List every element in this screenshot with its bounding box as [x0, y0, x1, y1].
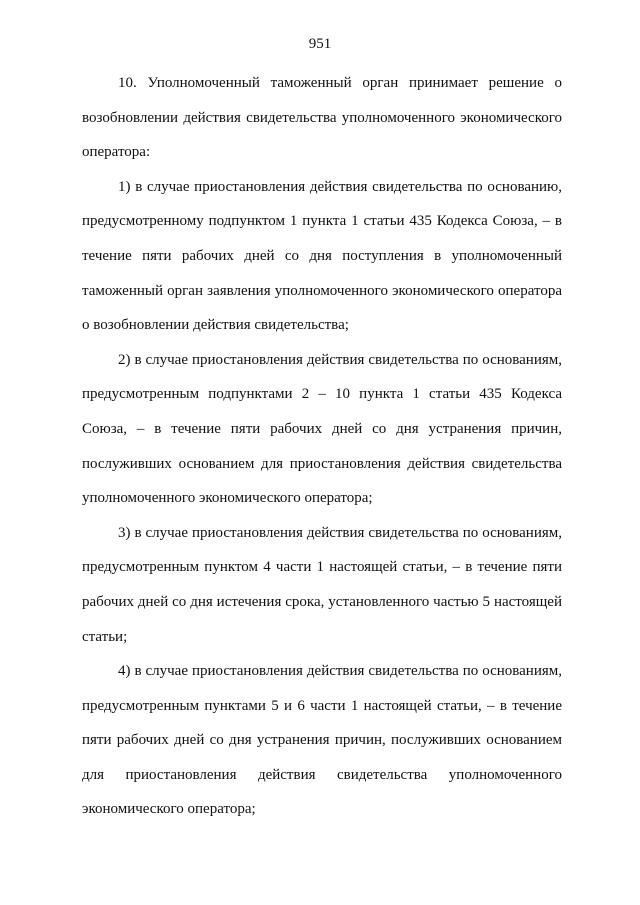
list-item-1: 1) в случае приостановления действия свидетельства по основанию, предусмотренному подпунктом 1 пункта 1 статьи 435 Кодекса Союза, – в течение пяти рабочих дней со дня поступления в уполномоченный таможенный орган заявления уполномоченного экономического оператора о возобновлении действия свидетельства; [82, 178, 562, 334]
list-item-2: 2) в случае приостановления действия свидетельства по основаниям, предусмотренным подпунктами 2 – 10 пункта 1 статьи 435 Кодекса Союза, – в течение пяти рабочих дней со дня устранения причин, послуживших основанием для приостановления действия свидетельства уполномоченного экономического оператора; [82, 351, 562, 507]
page-number: 951 [308, 36, 332, 52]
list-item-3: 3) в случае приостановления действия свидетельства по основаниям, предусмотренным пунктом 4 части 1 настоящей статьи, – в течение пяти рабочих дней со дня истечения срока, установленного частью 5 настоящей статьи; [82, 524, 562, 645]
document-body [82, 66, 562, 827]
paragraph-10-intro: 10. Уполномоченный таможенный орган принимает решение о возобновлении действия свидетельства уполномоченного экономического оператора: [82, 75, 562, 161]
list-item-4: 4) в случае приостановления действия свидетельства по основаниям, предусмотренным пунктами 5 и 6 части 1 настоящей статьи, – в течение пяти рабочих дней со дня устранения причин, послуживших основанием для приостановления действия свидетельства уполномоченного экономического оператора; [82, 663, 562, 818]
